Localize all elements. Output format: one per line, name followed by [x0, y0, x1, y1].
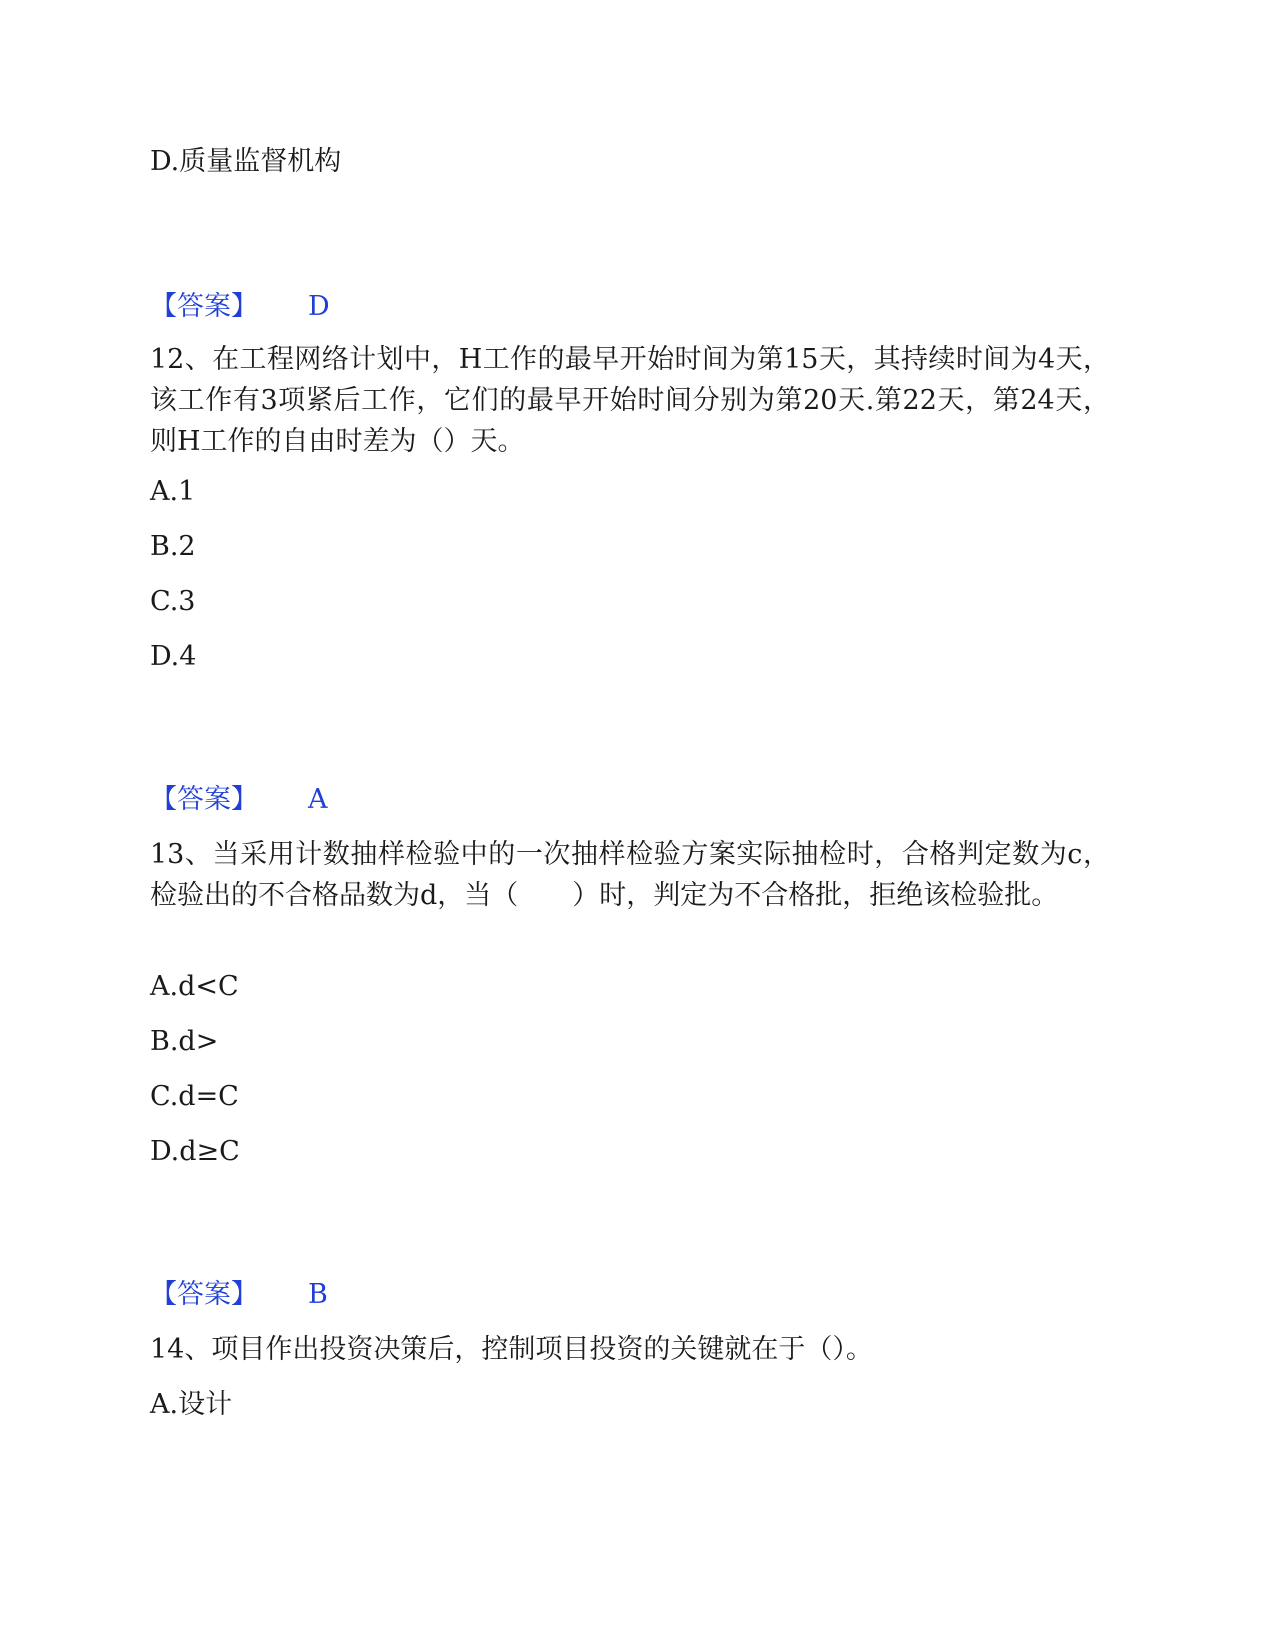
answer-label: 【答案】 [150, 1279, 258, 1310]
answer-block-q11 [150, 291, 330, 322]
q13-option-d: D.d≥C [150, 1136, 240, 1167]
answer-value: D [308, 291, 330, 322]
answer-label: 【答案】 [150, 784, 258, 815]
q13-option-b: B.d> [150, 1026, 219, 1057]
q12-option-c: C.3 [150, 586, 196, 617]
question-12-text: 12、在工程网络计划中，H工作的最早开始时间为第15天，其持续时间为4天，该工作有3项紧后工作，它们的最早开始时间分别为第20天.第22天，第24天，则H工作的自由时差为（）天。 [150, 344, 1110, 457]
answer-block-q12 [150, 784, 328, 815]
question-13-text: 13、当采用计数抽样检验中的一次抽样检验方案实际抽检时，合格判定数为c，检验出的不合格品数为d，当（ ）时，判定为不合格批，拒绝该检验批。 [150, 839, 1110, 911]
question-14-text: 14、项目作出投资决策后，控制项目投资的关键就在于（）。 [150, 1334, 873, 1365]
q14-option-a: A.设计 [150, 1389, 233, 1420]
answer-value: A [308, 784, 328, 815]
q12-option-b: B.2 [150, 531, 196, 562]
answer-label: 【答案】 [150, 291, 258, 322]
q12-option-a: A.1 [150, 476, 196, 507]
q12-option-d: D.4 [150, 641, 197, 672]
answer-value: B [308, 1279, 328, 1310]
option-d-prev-question: D.质量监督机构 [150, 146, 342, 177]
q13-option-a: A.d<C [150, 971, 239, 1002]
q13-option-c: C.d=C [150, 1081, 239, 1112]
answer-block-q13 [150, 1279, 328, 1310]
